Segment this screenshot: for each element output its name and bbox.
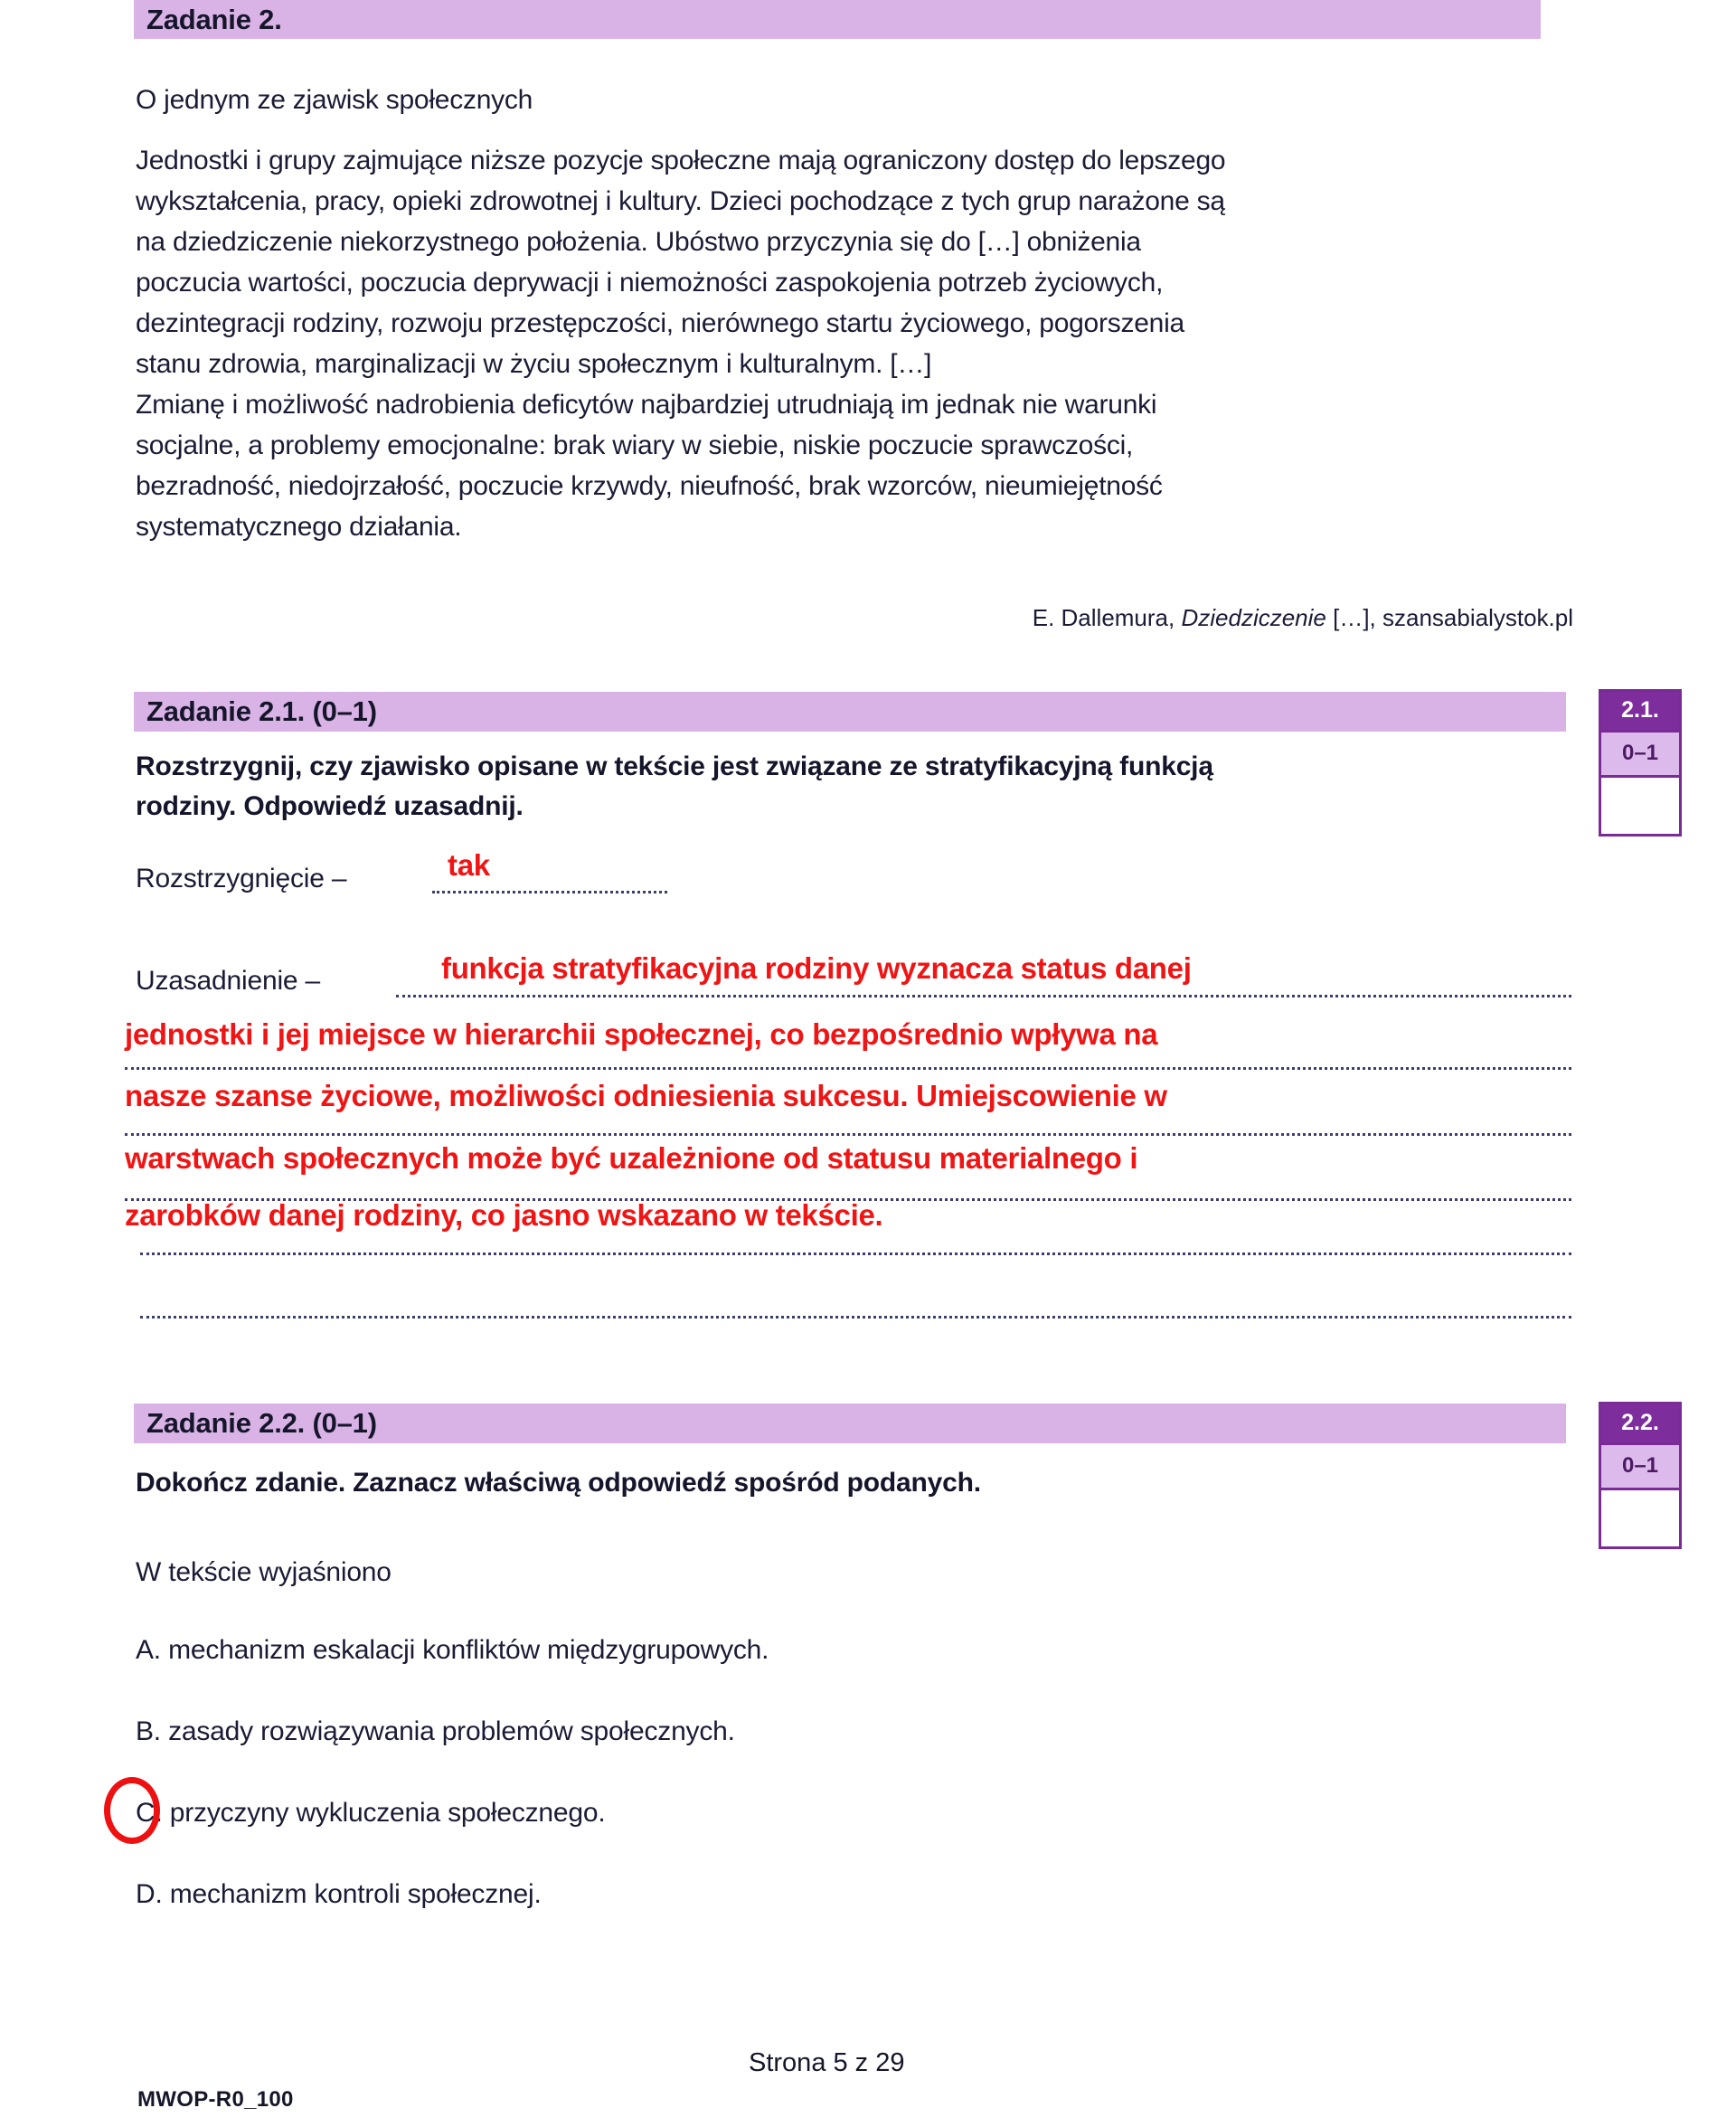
source-title: Dziedziczenie (1181, 604, 1326, 631)
justification-handwriting-3: nasze szanse życiowe, możliwości odniesienia sukcesu. Umiejscowienie w (125, 1079, 1167, 1112)
option-d-letter: D. (136, 1879, 163, 1909)
task-2-1-prompt-line-2: rodziny. Odpowiedź uzasadnij. (136, 791, 524, 821)
task-2-header-label: Zadanie 2. (146, 3, 282, 35)
score-box-2-2-range: 0–1 (1601, 1445, 1679, 1490)
task-2-2-header-label: Zadanie 2.2. (0–1) (146, 1407, 377, 1439)
justification-handwriting-1: funkcja stratyfikacyjna rodziny wyznacza status danej (441, 951, 1192, 985)
stimulus-line-3: na dziedziczenie niekorzystnego położenia. Ubóstwo przyczynia się do […] obniżenia (136, 227, 1141, 257)
stimulus-lead: O jednym ze zjawisk społecznych (136, 85, 533, 115)
score-box-2-1 (1599, 689, 1682, 837)
stimulus-line-9: bezradność, niedojrzałość, poczucie krzywdy, nieufność, brak wzorców, nieumiejętność (136, 471, 1163, 501)
source-author: E. Dallemura, (1032, 604, 1182, 631)
score-box-2-2-awarded[interactable] (1601, 1490, 1679, 1546)
task-2-2-stem: W tekście wyjaśniono (136, 1557, 392, 1587)
justification-line-5[interactable] (140, 1253, 1571, 1255)
justification-handwriting-2: jednostki i jej miejsce w hierarchii społecznej, co bezpośrednio wpływa na (125, 1017, 1158, 1051)
document-code-footer: MWOP-R0_100 (137, 2087, 294, 2112)
task-2-1-prompt-line-1: Rozstrzygnij, czy zjawisko opisane w tekście jest związane ze stratyfikacyjną funkcją (136, 752, 1213, 781)
stimulus-source (633, 604, 1573, 632)
option-b-text: zasady rozwiązywania problemów społecznych. (168, 1716, 735, 1746)
justification-handwriting-5: zarobków danej rodziny, co jasno wskazano w tekście. (125, 1198, 883, 1232)
option-b-letter: B. (136, 1716, 161, 1746)
decision-answer-handwriting: tak (448, 848, 490, 882)
option-a-text: mechanizm eskalacji konfliktów międzygrupowych. (168, 1635, 769, 1665)
stimulus-line-10: systematycznego działania. (136, 512, 462, 542)
option-b[interactable] (136, 1716, 735, 1747)
justification-line-1[interactable] (396, 995, 1571, 997)
source-ref: […], szansabialystok.pl (1326, 604, 1573, 631)
stimulus-line-1: Jednostki i grupy zajmujące niższe pozycje społeczne mają ograniczony dostęp do lepszego (136, 146, 1226, 175)
justification-label: Uzasadnienie – (136, 966, 321, 996)
option-c[interactable] (136, 1798, 606, 1829)
option-a[interactable] (136, 1635, 769, 1666)
decision-label: Rozstrzygnięcie – (136, 864, 347, 893)
selected-answer-circle-mark (104, 1777, 160, 1844)
justification-line-3[interactable] (125, 1133, 1571, 1136)
task-2-1-header-bar (134, 692, 1566, 732)
score-box-2-1-number: 2.1. (1601, 692, 1679, 733)
score-box-2-1-range: 0–1 (1601, 733, 1679, 778)
task-2-2-prompt: Dokończ zdanie. Zaznacz właściwą odpowiedź spośród podanych. (136, 1468, 981, 1498)
score-box-2-2 (1599, 1402, 1682, 1549)
option-c-text: przyczyny wykluczenia społecznego. (169, 1798, 606, 1828)
score-box-2-2-number: 2.2. (1601, 1404, 1679, 1445)
score-box-2-1-awarded[interactable] (1601, 778, 1679, 834)
task-2-2-header-bar (134, 1404, 1566, 1443)
stimulus-line-6: stanu zdrowia, marginalizacji w życiu społecznym i kulturalnym. […] (136, 349, 932, 379)
option-c-letter: C. (136, 1798, 163, 1828)
stimulus-line-2: wykształcenia, pracy, opieki zdrowotnej i kultury. Dzieci pochodzące z tych grup narażone są (136, 186, 1225, 216)
justification-line-2[interactable] (125, 1067, 1571, 1070)
page-number-footer: Strona 5 z 29 (749, 2048, 905, 2077)
stimulus-line-8: socjalne, a problemy emocjonalne: brak wiary w siebie, niskie poczucie sprawczości, (136, 430, 1134, 460)
option-d-text: mechanizm kontroli społecznej. (169, 1879, 542, 1909)
stimulus-line-4: poczucia wartości, poczucia deprywacji i niemożności zaspokojenia potrzeb życiowych, (136, 268, 1164, 298)
option-d[interactable] (136, 1879, 542, 1910)
justification-handwriting-4: warstwach społecznych może być uzależnione od statusu materialnego i (125, 1141, 1138, 1175)
option-a-letter: A. (136, 1635, 161, 1665)
decision-answer-line[interactable] (432, 891, 667, 893)
task-2-header-bar (134, 0, 1541, 39)
justification-line-6[interactable] (140, 1316, 1571, 1319)
stimulus-line-5: dezintegracji rodziny, rozwoju przestępczości, nierównego startu życiowego, pogorszenia (136, 308, 1184, 338)
stimulus-line-7: Zmianę i możliwość nadrobienia deficytów najbardziej utrudniają im jednak nie warunki (136, 390, 1157, 420)
task-2-1-header-label: Zadanie 2.1. (0–1) (146, 695, 377, 727)
